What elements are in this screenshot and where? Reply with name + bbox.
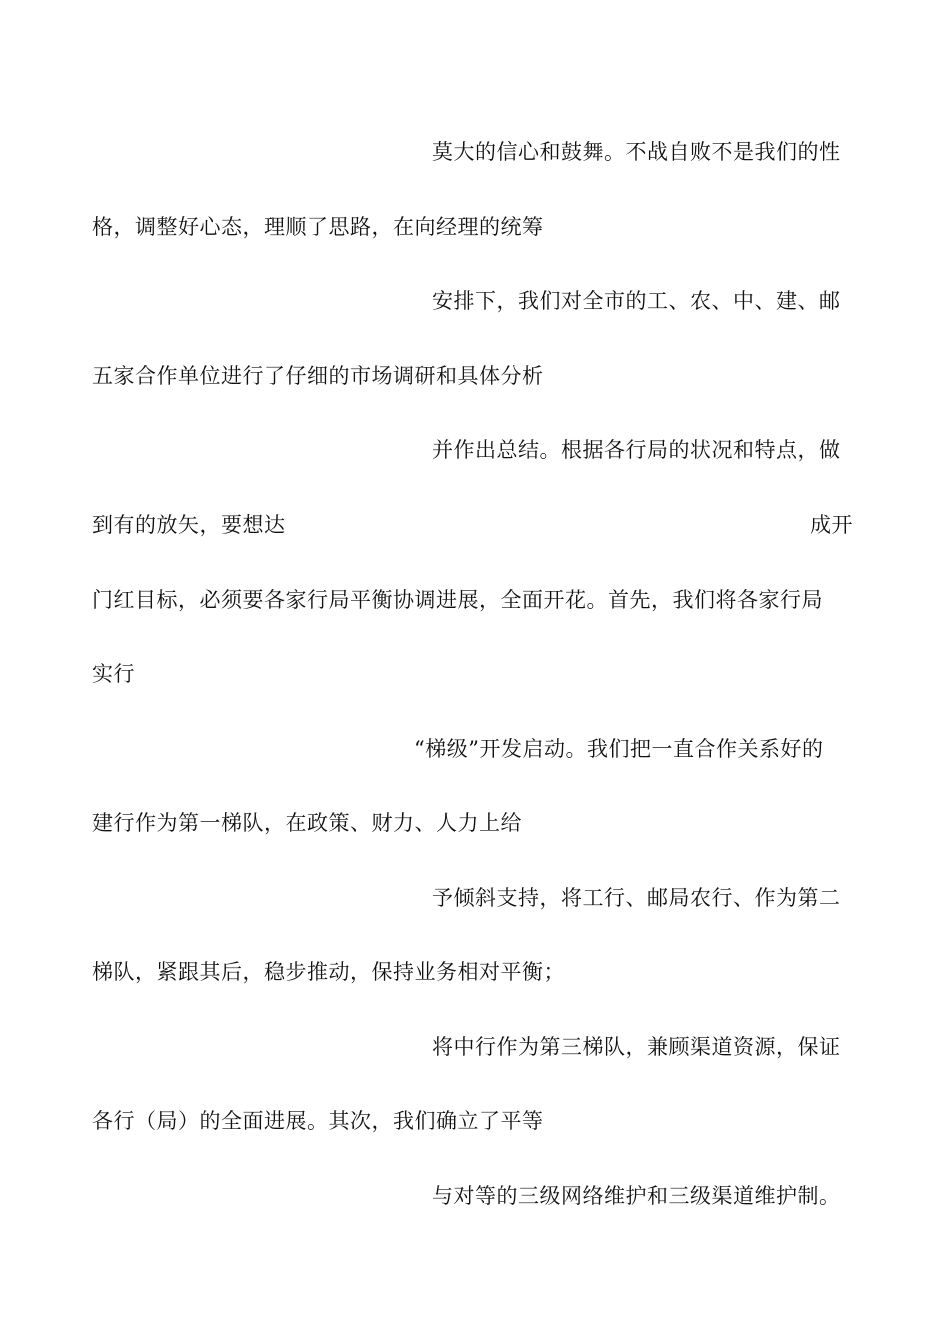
text-line: 格，调整好心态，理顺了思路，在向经理的统筹 <box>92 215 544 239</box>
text-line: 安排下，我们对全市的工、农、中、建、邮 <box>432 289 841 313</box>
text-line: “梯级”开发启动。我们把一直合作关系好的 <box>414 737 824 761</box>
text-line: 门红目标，必须要各家行局平衡协调进展，全面开花。首先，我们将各家行局 <box>92 588 823 612</box>
text-line: 并作出总结。根据各行局的状况和特点，做 <box>432 438 841 462</box>
text-line: 梯队，紧跟其后，稳步推动，保持业务相对平衡； <box>92 960 565 984</box>
text-line: 予倾斜支持，将工行、邮局农行、作为第二 <box>432 886 841 910</box>
text-line: 各行（局）的全面进展。其次，我们确立了平等 <box>92 1109 544 1133</box>
text-line: 建行作为第一梯队，在政策、财力、人力上给 <box>92 811 522 835</box>
text-line: 将中行作为第三梯队，兼顾渠道资源，保证 <box>432 1035 841 1059</box>
text-line: 莫大的信心和鼓舞。不战自败不是我们的性 <box>432 140 841 164</box>
text-line: 到有的放矢，要想达 <box>92 513 286 537</box>
text-line: 与对等的三级网络维护和三级渠道维护制。 <box>432 1184 841 1208</box>
text-line-fragment: 成开 <box>810 513 853 537</box>
text-line: 实行 <box>92 662 135 686</box>
text-line: 五家合作单位进行了仔细的市场调研和具体分析 <box>92 364 544 388</box>
